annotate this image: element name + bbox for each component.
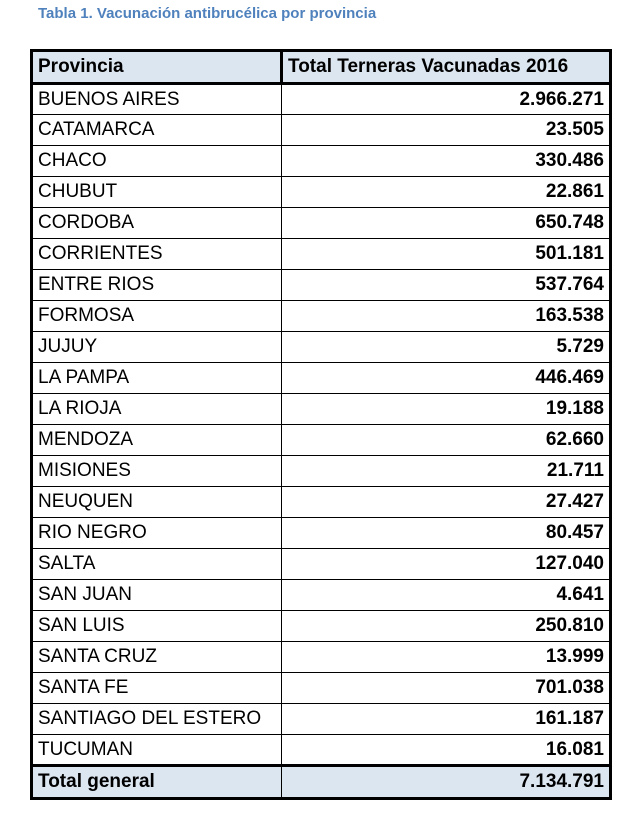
province-name: SANTIAGO DEL ESTERO [32,704,282,735]
vaccinated-count: 330.486 [282,146,611,177]
province-name: SALTA [32,549,282,580]
vaccinated-count: 80.457 [282,518,611,549]
table-row [32,301,611,332]
table-row [32,208,611,239]
province-name: NEUQUEN [32,487,282,518]
province-name: MENDOZA [32,425,282,456]
table-row [32,735,611,766]
province-name: SANTA CRUZ [32,642,282,673]
table-row [32,611,611,642]
vaccinated-count: 163.538 [282,301,611,332]
table-caption: Tabla 1. Vacunación antibrucélica por provincia [38,5,377,22]
total-label: Total general [32,766,282,799]
table-row [32,580,611,611]
province-name: SANTA FE [32,673,282,704]
vaccinated-count: 5.729 [282,332,611,363]
table-row [32,270,611,301]
vaccinated-count: 701.038 [282,673,611,704]
vaccinated-count: 21.711 [282,456,611,487]
vaccinated-count: 19.188 [282,394,611,425]
province-name: LA PAMPA [32,363,282,394]
vaccinated-count: 537.764 [282,270,611,301]
province-name: CHUBUT [32,177,282,208]
table-row [32,146,611,177]
province-name: RIO NEGRO [32,518,282,549]
province-name: MISIONES [32,456,282,487]
vaccinated-count: 16.081 [282,735,611,766]
province-name: ENTRE RIOS [32,270,282,301]
vaccinated-count: 4.641 [282,580,611,611]
province-name: LA RIOJA [32,394,282,425]
vaccinated-count: 23.505 [282,115,611,146]
vaccinated-count: 161.187 [282,704,611,735]
total-value: 7.134.791 [282,766,611,799]
table-row [32,642,611,673]
vaccinated-count: 650.748 [282,208,611,239]
province-name: SAN LUIS [32,611,282,642]
table-row [32,487,611,518]
vaccinated-count: 27.427 [282,487,611,518]
column-header-provincia: Provincia [32,51,282,84]
vaccination-table [30,49,612,800]
table-row [32,332,611,363]
vaccinated-count: 127.040 [282,549,611,580]
table-header-row [32,51,611,84]
province-name: FORMOSA [32,301,282,332]
table-row [32,425,611,456]
province-name: JUJUY [32,332,282,363]
province-name: SAN JUAN [32,580,282,611]
table-row [32,177,611,208]
table-row [32,704,611,735]
table-row [32,363,611,394]
vaccinated-count: 446.469 [282,363,611,394]
column-header-total: Total Terneras Vacunadas 2016 [282,51,611,84]
table-body [32,84,611,766]
table-row [32,115,611,146]
table-row [32,673,611,704]
province-name: BUENOS AIRES [32,84,282,115]
table-row [32,518,611,549]
vaccinated-count: 250.810 [282,611,611,642]
table-row [32,84,611,115]
vaccinated-count: 2.966.271 [282,84,611,115]
province-name: CHACO [32,146,282,177]
table-row [32,549,611,580]
vaccinated-count: 62.660 [282,425,611,456]
province-name: CORRIENTES [32,239,282,270]
province-name: CATAMARCA [32,115,282,146]
table-total-row [32,766,611,799]
table-row [32,239,611,270]
province-name: CORDOBA [32,208,282,239]
vaccinated-count: 501.181 [282,239,611,270]
table-row [32,456,611,487]
vaccinated-count: 13.999 [282,642,611,673]
province-name: TUCUMAN [32,735,282,766]
vaccinated-count: 22.861 [282,177,611,208]
table-row [32,394,611,425]
